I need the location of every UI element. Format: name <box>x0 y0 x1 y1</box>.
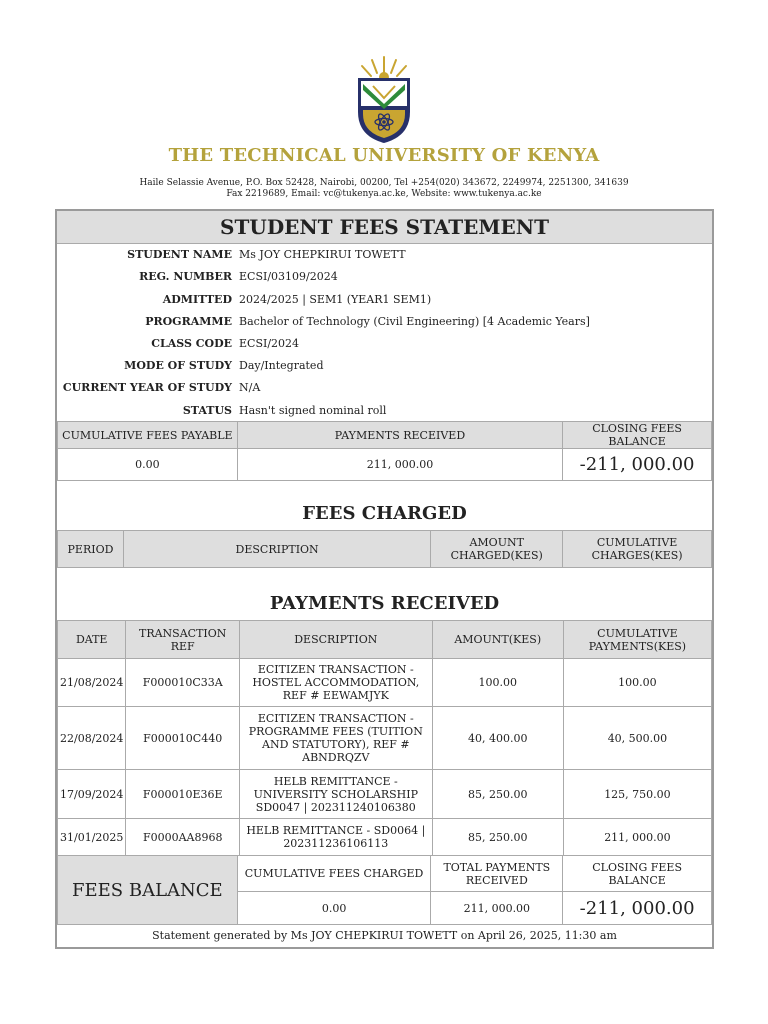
payment-amount: 85, 250.00 <box>432 819 563 856</box>
info-row-class-code <box>57 333 712 355</box>
university-logo <box>355 54 413 144</box>
contact-line: Fax 2219689, Email: vc@tukenya.ac.ke, Website: www.tukenya.ac.ke <box>226 189 542 199</box>
info-label: PROGRAMME <box>145 315 232 328</box>
fees-charged-table <box>57 530 712 568</box>
info-row-current-year <box>57 377 712 399</box>
balance-header: CLOSING FEES BALANCE <box>563 856 712 892</box>
info-value: Hasn't signed nominal roll <box>239 404 387 417</box>
fees-summary-table <box>57 421 712 481</box>
payments-header: AMOUNT(KES) <box>432 621 563 659</box>
fees-charged-header: PERIOD <box>58 531 124 568</box>
payment-ref: F000010C440 <box>126 707 240 770</box>
payments-header: CUMULATIVE PAYMENTS(KES) <box>563 621 711 659</box>
closing-balance: -211, 000.00 <box>563 892 712 925</box>
table-row <box>58 819 712 856</box>
cumulative-fees-payable: 0.00 <box>58 449 238 481</box>
payment-cumulative: 100.00 <box>563 659 711 707</box>
info-row-mode-of-study <box>57 355 712 377</box>
fees-charged-title: FEES CHARGED <box>302 503 467 524</box>
closing-fees-balance: -211, 000.00 <box>563 449 712 481</box>
payment-date: 21/08/2024 <box>58 659 126 707</box>
payment-description: ECITIZEN TRANSACTION - PROGRAMME FEES (TUITION AND STATUTORY), REF # ABNDRQZV <box>240 707 433 770</box>
payment-cumulative: 211, 000.00 <box>563 819 711 856</box>
info-value: ECSI/03109/2024 <box>239 270 338 283</box>
university-name: THE TECHNICAL UNIVERSITY OF KENYA <box>168 145 600 166</box>
fees-charged-header: CUMULATIVE CHARGES(KES) <box>563 531 712 568</box>
info-row-status <box>57 400 712 422</box>
payments-received-total: 211, 000.00 <box>237 449 562 481</box>
balance-header: TOTAL PAYMENTS RECEIVED <box>431 856 563 892</box>
payment-amount: 85, 250.00 <box>432 770 563 819</box>
info-label: CURRENT YEAR OF STUDY <box>62 381 232 394</box>
info-label: REG. NUMBER <box>139 270 232 283</box>
statement-frame <box>55 209 714 949</box>
payment-description: HELB REMITTANCE - SD0064 | 202311236106113 <box>240 819 433 856</box>
cumulative-fees-charged: 0.00 <box>237 892 431 925</box>
info-value: Ms JOY CHEPKIRUI TOWETT <box>239 248 406 261</box>
table-row <box>58 770 712 819</box>
payment-amount: 40, 400.00 <box>432 707 563 770</box>
payment-description: HELB REMITTANCE - UNIVERSITY SCHOLARSHIP SD0047 | 202311240106380 <box>240 770 433 819</box>
info-label: STUDENT NAME <box>127 248 232 261</box>
table-row <box>58 707 712 770</box>
payment-amount: 100.00 <box>432 659 563 707</box>
payment-ref: F000010E36E <box>126 770 240 819</box>
info-value: N/A <box>239 381 261 394</box>
info-value: ECSI/2024 <box>239 337 300 350</box>
info-label: CLASS CODE <box>151 337 232 350</box>
info-row-reg-number <box>57 266 712 288</box>
fees-charged-header: AMOUNT CHARGED(KES) <box>431 531 563 568</box>
payment-date: 17/09/2024 <box>58 770 126 819</box>
info-label: ADMITTED <box>162 293 232 306</box>
fees-balance-table <box>57 855 712 925</box>
payments-table <box>57 620 712 856</box>
payment-ref: F000010C33A <box>126 659 240 707</box>
table-row <box>58 659 712 707</box>
summary-header: CLOSING FEES BALANCE <box>563 422 712 449</box>
payment-ref: F0000AA8968 <box>126 819 240 856</box>
info-value: Bachelor of Technology (Civil Engineering) [4 Academic Years] <box>239 315 590 328</box>
payments-header: DESCRIPTION <box>240 621 433 659</box>
info-label: MODE OF STUDY <box>124 359 232 372</box>
payment-cumulative: 125, 750.00 <box>563 770 711 819</box>
statement-title: STUDENT FEES STATEMENT <box>57 211 712 244</box>
payments-header: TRANSACTION REF <box>126 621 240 659</box>
info-value: Day/Integrated <box>239 359 324 372</box>
address-line: Haile Selassie Avenue, P.O. Box 52428, Nairobi, 00200, Tel +254(020) 343672, 2249974, 2251300, 341639 <box>139 178 629 188</box>
info-row-admitted <box>57 289 712 311</box>
payment-date: 22/08/2024 <box>58 707 126 770</box>
payments-received-title: PAYMENTS RECEIVED <box>269 593 500 614</box>
info-label: STATUS <box>182 404 232 417</box>
payment-date: 31/01/2025 <box>58 819 126 856</box>
info-row-student-name <box>57 244 712 266</box>
payments-header: DATE <box>58 621 126 659</box>
balance-header: CUMULATIVE FEES CHARGED <box>237 856 431 892</box>
payment-description: ECITIZEN TRANSACTION - HOSTEL ACCOMMODATION, REF # EEWAMJYK <box>240 659 433 707</box>
fees-charged-header: DESCRIPTION <box>123 531 430 568</box>
summary-header: CUMULATIVE FEES PAYABLE <box>58 422 238 449</box>
total-payments-received: 211, 000.00 <box>431 892 563 925</box>
statement-footer: Statement generated by Ms JOY CHEPKIRUI TOWETT on April 26, 2025, 11:30 am <box>57 924 712 948</box>
info-value: 2024/2025 | SEM1 (YEAR1 SEM1) <box>239 293 432 306</box>
payment-cumulative: 40, 500.00 <box>563 707 711 770</box>
fees-balance-label: FEES BALANCE <box>58 856 238 925</box>
info-row-programme <box>57 311 712 333</box>
summary-header: PAYMENTS RECEIVED <box>237 422 562 449</box>
